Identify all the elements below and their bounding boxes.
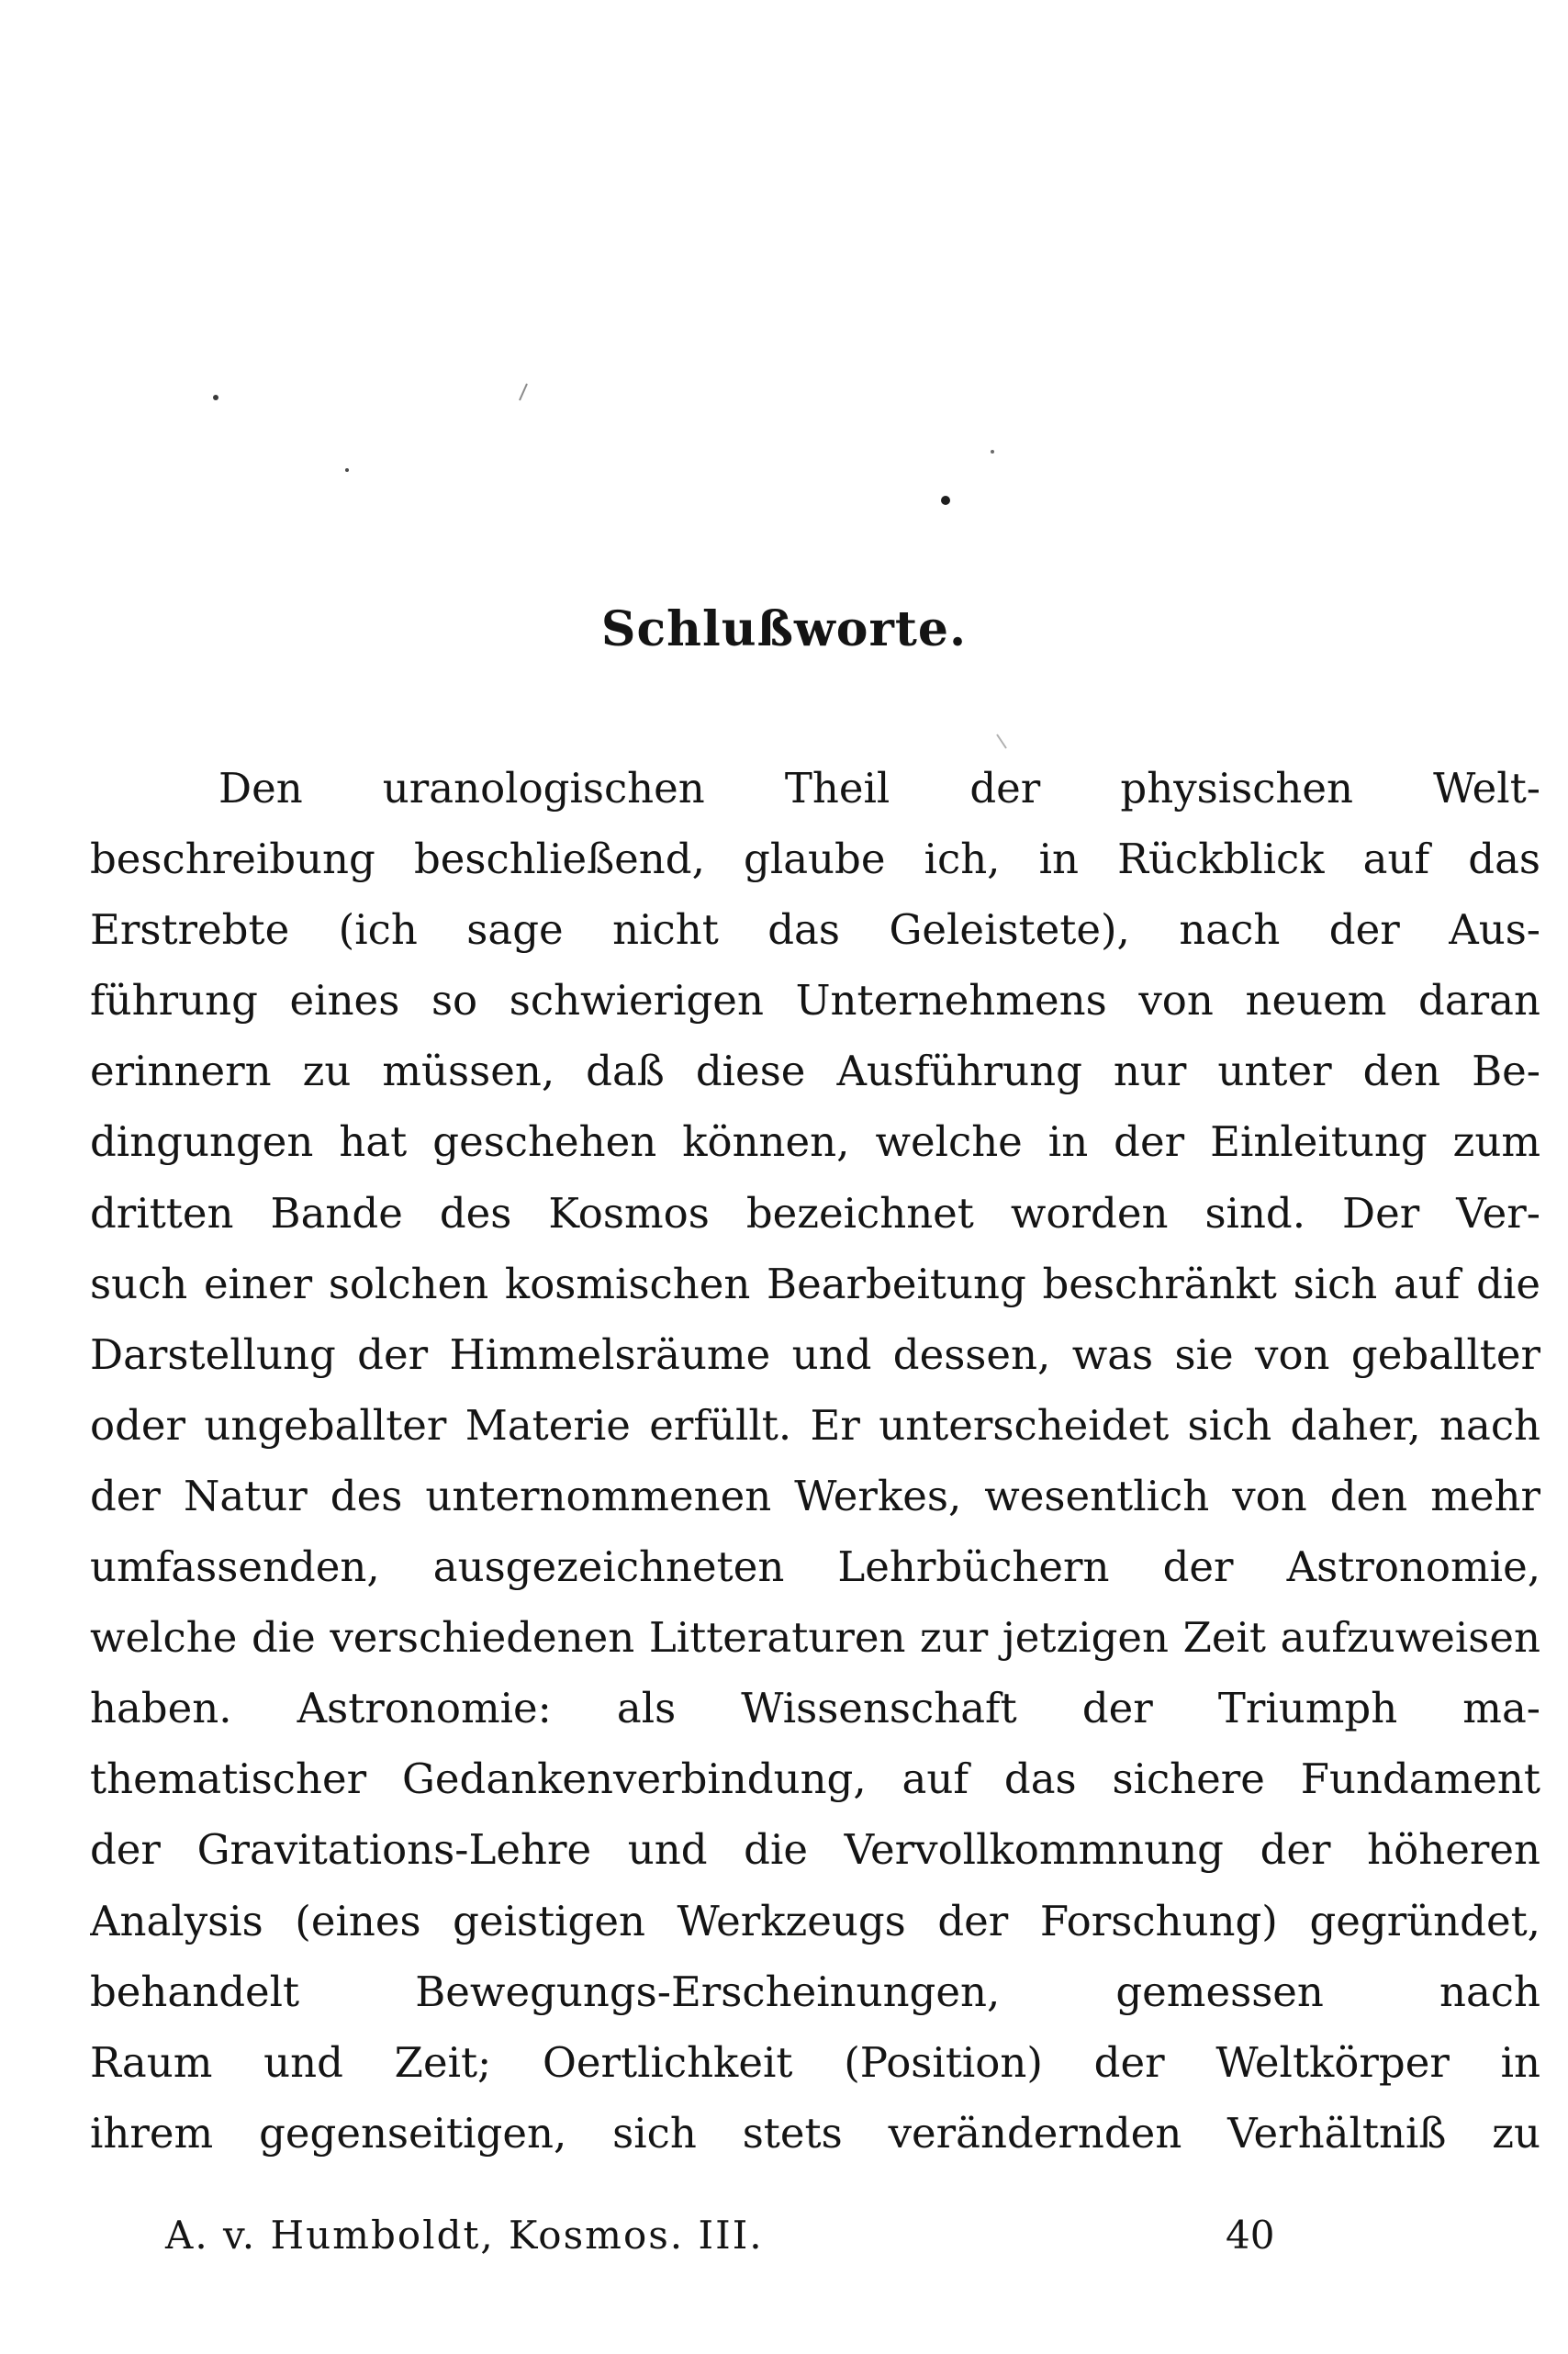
text-line: behandelt Bewegungs-Erscheinungen, gemessen nach: [90, 1967, 1540, 2016]
text-line: welche die verschiedenen Litteraturen zur jetzigen Zeit aufzuweisen: [90, 1613, 1540, 1663]
text-line: such einer solchen kosmischen Bearbeitung beschränkt sich auf die: [90, 1259, 1540, 1308]
text-line: dritten Bande des Kosmos bezeichnet worden sind. Der Ver-: [90, 1188, 1540, 1238]
signature-mark: A. v. Humboldt, Kosmos. III.: [165, 2213, 764, 2258]
speck-mark: [520, 384, 527, 400]
text-line: der Natur des unternommenen Werkes, wesentlich von den mehr: [90, 1471, 1540, 1520]
text-line: ihrem gegenseitigen, sich stets verändernden Verhältniß zu: [90, 2108, 1540, 2158]
page-footer: [165, 2208, 1359, 2263]
paper-specks: [0, 0, 1568, 826]
chapter-heading: Schlußworte.: [600, 601, 968, 657]
page-number: 40: [1226, 2213, 1275, 2258]
text-line: Erstrebte (ich sage nicht das Geleistete), nach der Aus-: [90, 905, 1540, 955]
speck: [941, 496, 950, 505]
text-line: Raum und Zeit; Oertlichkeit (Position) der Weltkörper in: [90, 2037, 1540, 2087]
text-line: umfassenden, ausgezeichneten Lehrbüchern der Astronomie,: [90, 1542, 1540, 1592]
text-line: führung eines so schwierigen Unternehmens von neuem daran: [90, 976, 1540, 1026]
text-line: Den uranologischen Theil der physischen Welt-: [218, 764, 1540, 813]
text-line: beschreibung beschließend, glaube ich, in Rückblick auf das: [90, 835, 1540, 884]
text-line: dingungen hat geschehen können, welche in der Einleitung zum: [90, 1117, 1540, 1167]
text-line: haben. Astronomie: als Wissenschaft der Triumph ma-: [90, 1684, 1540, 1733]
text-line: der Gravitations-Lehre und die Vervollkommnung der höheren: [90, 1825, 1540, 1875]
speck: [213, 395, 218, 400]
speck: [991, 450, 994, 454]
text-line: erinnern zu müssen, daß diese Ausführung nur unter den Be-: [90, 1047, 1540, 1096]
text-line: thematischer Gedankenverbindung, auf das sichere Fundament: [90, 1754, 1540, 1804]
text-line: Darstellung der Himmelsräume und dessen, was sie von geballter: [90, 1329, 1540, 1379]
text-line: Analysis (eines geistigen Werkzeugs der Forschung) gegründet,: [90, 1896, 1540, 1945]
body-paragraph: [90, 753, 1540, 2169]
text-line: oder ungeballter Materie erfüllt. Er unterscheidet sich daher, nach: [90, 1400, 1540, 1450]
speck-mark: [997, 734, 1006, 748]
speck: [345, 468, 349, 472]
